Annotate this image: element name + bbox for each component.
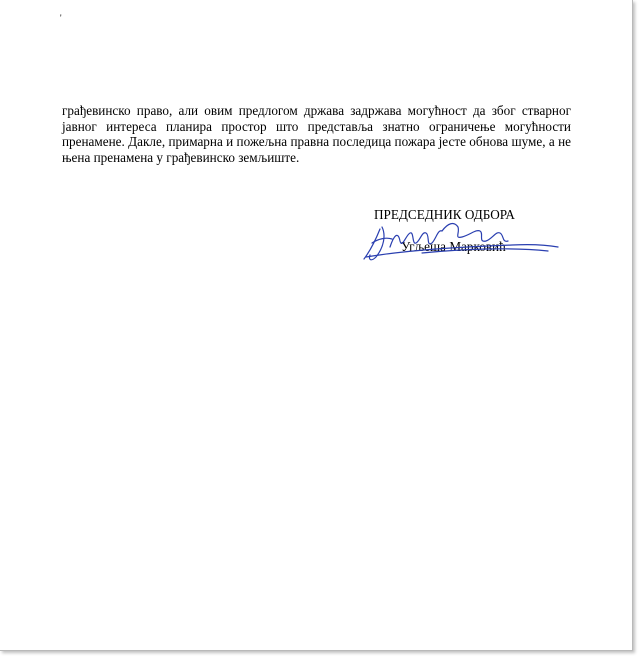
signatory-name: Угљеша Марковић	[401, 239, 506, 254]
paragraph: грађевинско право, али овим предлогом држава задржава могућност да због стварног јавног интереса планира простор што представља знатно ограничење могућности пренамене. Дакле, примарна и пожељна правна последица пожара јесте обнова шуме, а не њена пренамена у грађевинско земљиште.	[62, 103, 571, 165]
signature-title: ПРЕДСЕДНИК ОДБОРА	[374, 207, 515, 222]
body-text	[62, 103, 571, 165]
page-mark: '	[60, 13, 62, 23]
signature-block	[374, 207, 574, 267]
handwritten-signature	[362, 217, 562, 267]
